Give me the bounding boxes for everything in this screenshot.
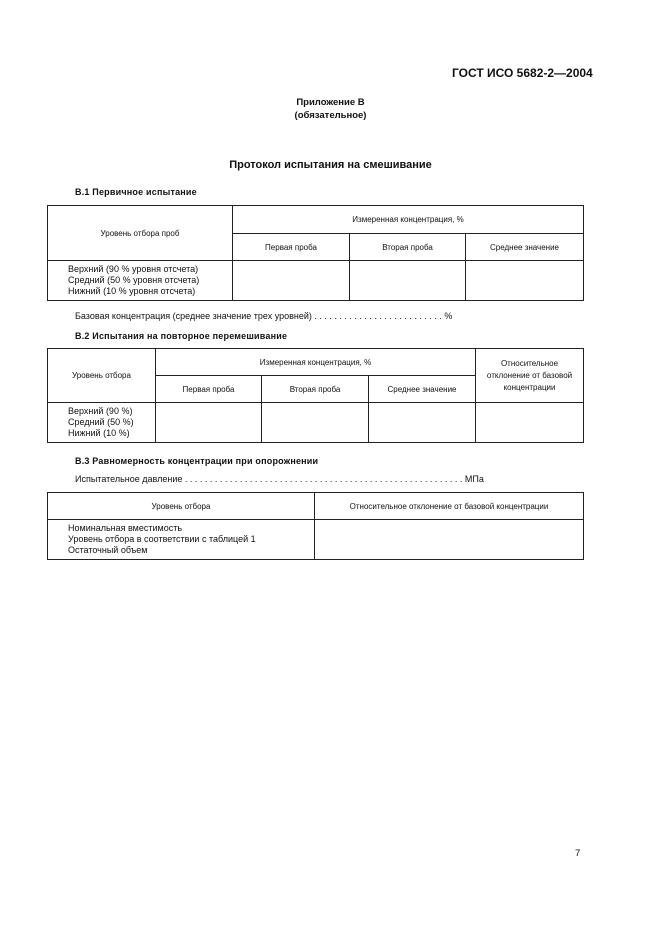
b3-col-level: Уровень отбора [48,493,315,520]
b1-row-upper: Верхний (90 % уровня отсчета) [68,264,199,274]
section-b2-heading: В.2 Испытания на повторное перемешивание [75,331,288,341]
b3-row-residual: Остаточный объем [68,545,148,555]
b2-row-lower: Нижний (10 %) [68,428,130,438]
b2-row-upper: Верхний (90 %) [68,406,133,416]
b1-cell-first [233,261,350,301]
b2-sub-second: Вторая проба [262,376,369,403]
b3-row-nominal: Номинальная вместимость [68,523,183,533]
section-b3-heading: В.3 Равномерность концентрации при опорожнении [75,456,319,466]
b2-cell-mean [369,403,476,443]
b2-cell-second [262,403,369,443]
test-pressure-line: Испытательное давление . . . . . . . . . . . . . . . . . . . . . . . . . . . . . . . . . . . . . . . . . . . . . . . . . . . . . . . . МПа [75,474,484,484]
b1-sub-mean: Среднее значение [466,234,584,261]
table-b1 [47,205,584,301]
appendix-title: Приложение В [296,97,365,108]
protocol-title: Протокол испытания на смешивание [229,159,432,171]
appendix-heading [0,96,661,122]
b1-levels-cell [48,261,233,301]
b2-col-relative-l1: Относительное [500,358,559,368]
b3-col-relative: Относительное отклонение от базовой концентрации [315,493,584,520]
b1-sub-first: Первая проба [233,234,350,261]
section-b1-heading: В.1 Первичное испытание [75,187,197,197]
table-b2 [47,348,584,443]
b1-col-measured: Измеренная концентрация, % [233,206,584,234]
b2-row-middle: Средний (50 %) [68,417,134,427]
b2-col-level: Уровень отбора [48,349,156,403]
b2-col-relative [476,349,584,403]
b1-sub-second: Вторая проба [350,234,466,261]
b2-col-relative-l2: отклонение от базовой [486,370,573,380]
b1-row-lower: Нижний (10 % уровня отсчета) [68,286,196,296]
b2-levels-cell [48,403,156,443]
b2-cell-relative [476,403,584,443]
page-number: 7 [575,848,581,859]
b3-cell-relative [315,520,584,560]
table-b3 [47,492,584,560]
b2-sub-first: Первая проба [156,376,262,403]
b2-sub-mean: Среднее значение [369,376,476,403]
b1-row-middle: Средний (50 % уровня отсчета) [68,275,200,285]
standard-code: ГОСТ ИСО 5682-2—2004 [452,66,593,80]
appendix-status: (обязательное) [294,110,367,121]
b3-row-level-table1: Уровень отбора в соответствии с таблицей 1 [68,534,256,544]
b2-col-relative-l3: концентрации [503,382,556,392]
b1-cell-second [350,261,466,301]
base-concentration-line: Базовая концентрация (среднее значение трех уровней) . . . . . . . . . . . . . . . . . . . . . . . . . . % [75,311,453,321]
b1-col-level: Уровень отбора проб [48,206,233,261]
b2-col-measured: Измеренная концентрация, % [156,349,476,376]
b1-cell-mean [466,261,584,301]
b2-cell-first [156,403,262,443]
b3-levels-cell [48,520,315,560]
